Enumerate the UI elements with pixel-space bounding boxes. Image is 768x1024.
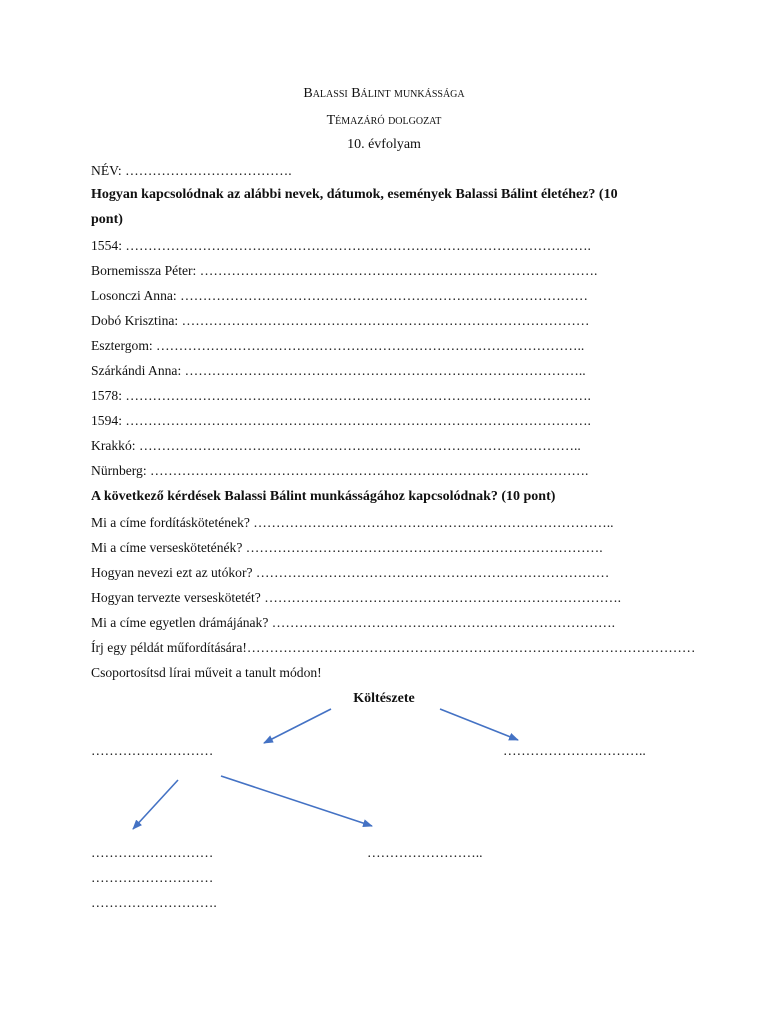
arrow-left-sub-left [133,780,178,829]
arrow-root-right [440,709,518,740]
instruction-line: Csoportosítsd lírai műveit a tanult módon! [91,665,322,680]
section2-question: A következő kérdések Balassi Bálint munkásságához kapcsolódnak? (10 pont) [91,489,556,504]
grade-label: 10. évfolyam [347,137,421,152]
answer-line: Esztergom: ………………………………………………………………………………….. [91,338,585,353]
diagram-left-branch: ……………………… [91,743,214,758]
answer-line: Krakkó: …………………………………………………………………………………….. [91,438,581,453]
diagram-sub-right: …………………….. [367,845,483,860]
answer-line: Írj egy példát műfordítására!……………………………………………………………………………………… [91,640,696,655]
answer-line: Losonczi Anna: ……………………………………………………………………………… [91,288,588,303]
answer-line: Mi a címe egyetlen drámájának? …………………………………………………………………. [91,615,616,630]
arrow-left-sub-right [221,776,372,826]
answer-line: Mi a címe versesköteténék? ……………………………………………………………………. [91,540,603,555]
diagram-extra-line: ………………………. [91,895,217,910]
answer-line: Mi a címe fordításkötetének? …………………………………………………………………….. [91,515,614,530]
name-field: NÉV: ………………………………. [91,163,292,178]
answer-line: 1594: …………………………………………………………………………………………. [91,413,591,428]
document-title: Balassi Bálint munkássága [303,86,465,101]
document-subtitle: Témazáró dolgozat [326,113,442,128]
answer-line: Bornemissza Péter: ……………………………………………………………………………. [91,263,598,278]
answer-line: 1578: …………………………………………………………………………………………. [91,388,591,403]
answer-line: Dobó Krisztina: ……………………………………………………………………………… [91,313,590,328]
diagram-sub-left: ……………………… [91,845,214,860]
section1-question-continued: pont) [91,212,123,227]
diagram-root-label: Költészete [353,691,415,706]
answer-line: Hogyan nevezi ezt az utókor? …………………………………………………………………… [91,565,610,580]
diagram-right-branch: ………………………….. [503,743,646,758]
answer-line: Hogyan tervezte verseskötetét? ……………………………………………………………………. [91,590,622,605]
answer-line: Nürnberg: ……………………………………………………………………………………. [91,463,589,478]
arrow-root-left [264,709,331,743]
diagram-extra-line: ……………………… [91,870,214,885]
answer-line: Szárkándi Anna: …………………………………………………………………………….. [91,363,586,378]
section1-question: Hogyan kapcsolódnak az alábbi nevek, dátumok, események Balassi Bálint életéhez? (10 [91,187,618,202]
answer-line: 1554: …………………………………………………………………………………………. [91,238,591,253]
